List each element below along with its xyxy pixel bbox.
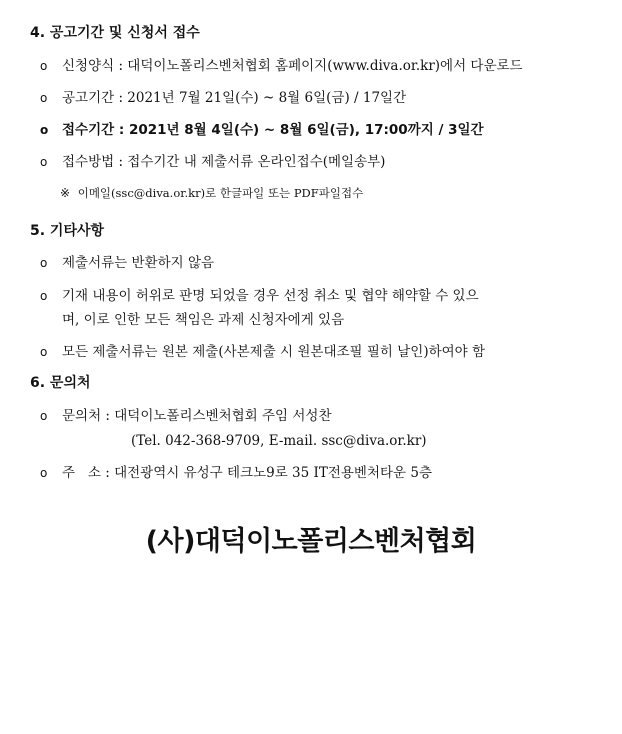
bullet-icon: o	[40, 155, 48, 169]
reference-mark-icon: ※	[60, 186, 71, 200]
bullet-icon: o	[40, 59, 48, 73]
item-text: 접수기간 : 2021년 8월 4일(수) ~ 8월 6일(금), 17:00까지 / 3일간	[62, 122, 484, 138]
bullet-icon: o	[40, 256, 48, 270]
section-5-heading: 5. 기타사항	[30, 223, 105, 239]
item-text: 모든 제출서류는 원본 제출(사본제출 시 원본대조필 필히 날인)하여야 함	[62, 344, 486, 360]
bullet-icon: o	[40, 466, 48, 480]
note-text: 이메일(ssc@diva.or.kr)로 한글파일 또는 PDF파일접수	[77, 186, 364, 200]
item-text: 문의처 : 대덕이노폴리스벤처협회 주임 서성찬	[62, 408, 332, 424]
section-6-heading: 6. 문의처	[30, 375, 91, 391]
organization-name: (사)대덕이노폴리스벤처협회	[145, 526, 477, 557]
item-text: 기재 내용이 허위로 판명 되었을 경우 선정 취소 및 협약 해약할 수 있으	[62, 288, 479, 304]
item-text: 공고기간 : 2021년 7월 21일(수) ~ 8월 6일(금) / 17일간	[62, 90, 407, 106]
item-text: 주 소 : 대전광역시 유성구 테크노9로 35 IT전용벤처타운 5층	[62, 465, 433, 481]
section-4-heading: 4. 공고기간 및 신청서 접수	[30, 25, 200, 41]
bullet-icon: o	[40, 91, 48, 105]
item-text: 신청양식 : 대덕이노폴리스벤처협회 홈페이지(www.diva.or.kr)에서 다운로드	[62, 58, 523, 74]
section-5-item-false-info-continued: 며, 이로 인한 모든 책임은 과제 신청자에게 있음	[62, 312, 345, 328]
bullet-icon: o	[40, 409, 48, 423]
bullet-icon: o	[40, 345, 48, 359]
section-6-contact-details: (Tel. 042-368-9709, E-mail. ssc@diva.or.kr)	[131, 433, 427, 449]
item-text: 제출서류는 반환하지 않음	[62, 255, 215, 271]
bullet-icon: o	[40, 123, 49, 137]
bullet-icon: o	[40, 289, 48, 303]
section-4-note	[60, 184, 363, 202]
item-text: 접수방법 : 접수기간 내 제출서류 온라인접수(메일송부)	[62, 154, 386, 170]
